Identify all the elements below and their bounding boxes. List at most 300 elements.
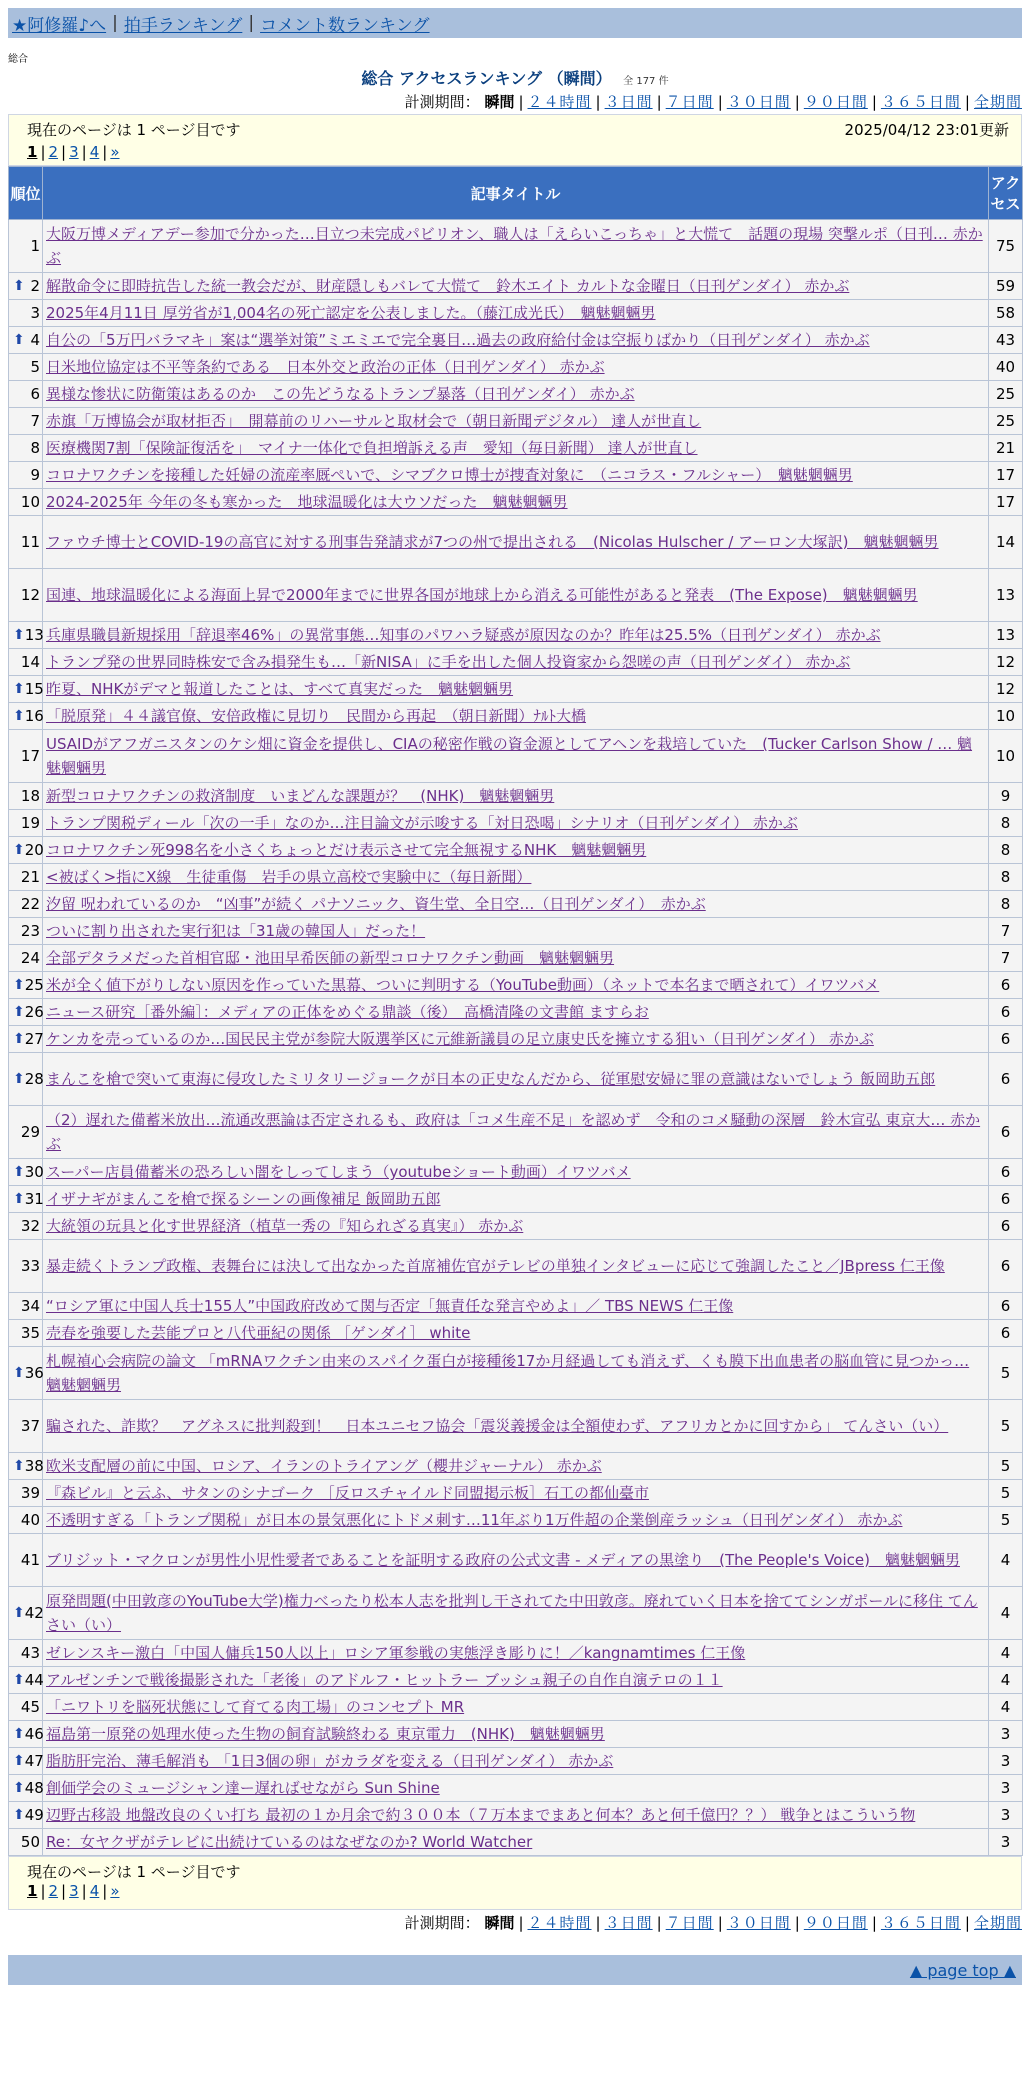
- ranking-table: [8, 166, 1023, 1856]
- table-row: [9, 516, 1023, 569]
- period-link[interactable]: ２４時間: [527, 1914, 592, 1932]
- rank-number: 1: [30, 237, 40, 255]
- table-row: [9, 1453, 1023, 1480]
- title-cell: [43, 300, 989, 327]
- access-count: 10: [989, 730, 1023, 783]
- access-count: 13: [989, 569, 1023, 622]
- table-row: [9, 676, 1023, 703]
- rank-cell: [9, 972, 43, 999]
- access-count: 6: [989, 1159, 1023, 1186]
- article-link[interactable]: 自公の「5万円バラマキ」案は“選挙対策”ミエミエで完全裏目…過去の政府給付金は空振りばかり（日刊ゲンダイ） 赤かぶ: [46, 331, 870, 349]
- rank-cell: [9, 516, 43, 569]
- period-link[interactable]: ３０日間: [726, 1914, 791, 1932]
- table-row: [9, 1507, 1023, 1534]
- table-row: [9, 972, 1023, 999]
- rank-number: 7: [30, 412, 40, 430]
- article-link[interactable]: 脂肪肝完治、薄毛解消も 「1日3個の卵」がカラダを変える（日刊ゲンダイ） 赤かぶ: [46, 1752, 614, 1770]
- period-current: 瞬間: [484, 1914, 515, 1932]
- access-count: 43: [989, 327, 1023, 354]
- title-cell: [43, 489, 989, 516]
- period-label: 計測期間：: [404, 1914, 485, 1932]
- article-link[interactable]: 「ニワトリを脳死状態にして育てる肉工場」のコンセプト MR: [46, 1698, 465, 1716]
- article-link[interactable]: スーパー店員備蓄米の恐ろしい闇をしってしまう（youtubeショート動画）イワツバメ: [46, 1163, 631, 1181]
- page-separator: |: [102, 143, 108, 161]
- table-row: [9, 864, 1023, 891]
- rank-cell: [9, 1534, 43, 1587]
- rank-cell: [9, 435, 43, 462]
- article-link[interactable]: 汐留 呪われているのか “凶事”が続く パナソニック、資生堂、全日空…（日刊ゲンダイ） 赤かぶ: [46, 895, 706, 913]
- rank-number: 19: [20, 814, 40, 832]
- title-cell: [43, 516, 989, 569]
- rank-cell: [9, 1240, 43, 1293]
- rank-up-arrow-icon: ⬆: [13, 708, 25, 724]
- period-link[interactable]: ７日間: [665, 93, 714, 111]
- period-link[interactable]: ７日間: [665, 1914, 714, 1932]
- title-cell: [43, 273, 989, 300]
- title-cell: [43, 1293, 989, 1320]
- page-separator: |: [40, 143, 46, 161]
- comment-ranking-link[interactable]: コメント数ランキング: [260, 15, 430, 36]
- access-count: 6: [989, 1053, 1023, 1106]
- access-count: 12: [989, 649, 1023, 676]
- rank-number: 30: [24, 1163, 44, 1181]
- access-count: 4: [989, 1640, 1023, 1667]
- title-cell: [43, 569, 989, 622]
- period-separator: |: [595, 93, 601, 111]
- period-separator: |: [717, 93, 723, 111]
- period-separator: |: [595, 1914, 601, 1932]
- rank-up-arrow-icon: ⬆: [13, 842, 25, 858]
- updated-time: 2025/04/12 23:01更新: [844, 121, 1009, 139]
- rank-number: 13: [24, 626, 44, 644]
- pagination-top: [27, 143, 1009, 161]
- rank-up-arrow-icon: ⬆: [13, 627, 25, 643]
- table-row: [9, 408, 1023, 435]
- period-link[interactable]: ３６５日間: [880, 1914, 961, 1932]
- rank-cell: [9, 1293, 43, 1320]
- period-separator: |: [871, 1914, 877, 1932]
- title-cell: [43, 649, 989, 676]
- rank-cell: [9, 1347, 43, 1400]
- period-link[interactable]: ３６５日間: [880, 93, 961, 111]
- rank-cell: [9, 273, 43, 300]
- article-link[interactable]: 2024-2025年 今年の冬も寒かった 地球温暖化は大ウソだった 魑魅魍魎男: [46, 493, 568, 511]
- title-cell: [43, 1829, 989, 1856]
- title-cell: [43, 730, 989, 783]
- title-cell: [43, 1507, 989, 1534]
- article-link[interactable]: ブリジット・マクロンが男性小児性愛者であることを証明する政府の公式文書 - メディアの黒塗り (The People's Voice) 魑魅魍魎男: [46, 1551, 960, 1569]
- title-cell: [43, 1159, 989, 1186]
- table-row: [9, 891, 1023, 918]
- article-link[interactable]: 2025年4月11日 厚労省が1,004名の死亡認定を公表しました。（藤江成光氏） 魑魅魍魎男: [46, 304, 656, 322]
- page-separator: |: [40, 1882, 46, 1900]
- article-link[interactable]: 「脱原発」４４議官僚、安倍政権に見切り 民間から再起 （朝日新聞）ﾅﾙﾄ大橋: [46, 707, 587, 725]
- title-cell: [43, 999, 989, 1026]
- rank-up-arrow-icon: ⬆: [13, 1164, 25, 1180]
- title-cell: [43, 891, 989, 918]
- article-link[interactable]: <被ばく>指にX線 生徒重傷 岩手の県立高校で実験中に（毎日新聞）: [46, 868, 532, 886]
- article-link[interactable]: 創価学会のミュージシャン達ー遅ればせながら Sun Shine: [46, 1779, 440, 1797]
- article-link[interactable]: 原発問題(中田敦彦のYouTube大学)権力べったり松本人志を批判し干されてた中田敦彦。廃れていく日本を捨ててシンガポールに移住 てんさい（い）: [46, 1592, 978, 1634]
- title-cell: [43, 1802, 989, 1829]
- rank-cell: [9, 1802, 43, 1829]
- title-cell: [43, 972, 989, 999]
- rank-cell: [9, 1829, 43, 1856]
- period-separator: |: [794, 93, 800, 111]
- article-link[interactable]: 異様な惨状に防衛策はあるのか この先どうなるトランプ暴落（日刊ゲンダイ） 赤かぶ: [46, 385, 635, 403]
- period-link[interactable]: ３０日間: [726, 93, 791, 111]
- rank-number: 40: [20, 1511, 40, 1529]
- rank-cell: [9, 1453, 43, 1480]
- article-link[interactable]: ファウチ博士とCOVID-19の高官に対する刑事告発請求が7つの州で提出される (Nicolas Hulscher / アーロン大塚訳) 魑魅魍魎男: [46, 533, 939, 551]
- rank-up-arrow-icon: ⬆: [13, 1004, 25, 1020]
- period-link[interactable]: ３日間: [604, 1914, 653, 1932]
- title-cell: [43, 220, 989, 273]
- table-row: [9, 1106, 1023, 1159]
- article-link[interactable]: 兵庫県職員新規採用「辞退率46%」の異常事態…知事のパワハラ疑惑が原因なのか？昨年は25.5%（日刊ゲンダイ） 赤かぶ: [46, 626, 881, 644]
- rank-cell: [9, 300, 43, 327]
- rank-number: 34: [20, 1297, 40, 1315]
- article-link[interactable]: ついに割り出された実行犯は「31歳の韓国人」だった！: [46, 922, 426, 940]
- rank-cell: [9, 730, 43, 783]
- pagination-bottom: [27, 1882, 1009, 1900]
- rank-up-arrow-icon: ⬆: [13, 1672, 25, 1688]
- title-cell: [43, 408, 989, 435]
- table-row: [9, 1694, 1023, 1721]
- table-row: [9, 837, 1023, 864]
- access-count: 13: [989, 622, 1023, 649]
- article-link[interactable]: 医療機関7割「保険証復活を」 マイナ一体化で負担増訴える声 愛知（毎日新聞） 達人が世直し: [46, 439, 698, 457]
- access-count: 40: [989, 354, 1023, 381]
- access-count: 8: [989, 810, 1023, 837]
- article-link[interactable]: まんこを槍で突いて東海に侵攻したミリタリージョークが日本の正史なんだから、従軍慰安婦に罪の意識はないでしょう 飯岡助五郎: [46, 1070, 936, 1088]
- rank-number: 43: [20, 1644, 40, 1662]
- rank-number: 31: [24, 1190, 44, 1208]
- article-link[interactable]: 米が全く値下がりしない原因を作っていた黒幕、ついに判明する（YouTube動画）（ネットで本名まで晒されて）イワツバメ: [46, 976, 880, 994]
- access-count: 6: [989, 999, 1023, 1026]
- article-link[interactable]: アルゼンチンで戦後撮影された「老後」のアドルフ・ヒットラー ブッシュ親子の自作自演テロの１１: [46, 1671, 723, 1689]
- rank-cell: [9, 1053, 43, 1106]
- article-link[interactable]: 赤旗「万博協会が取材拒否」 開幕前のリハーサルと取材会で（朝日新聞デジタル） 達人が世直し: [46, 412, 702, 430]
- rank-cell: [9, 1213, 43, 1240]
- rank-cell: [9, 945, 43, 972]
- page-link[interactable]: 3: [69, 1882, 79, 1900]
- rank-cell: [9, 676, 43, 703]
- rank-up-arrow-icon: ⬆: [13, 1753, 25, 1769]
- period-current: 瞬間: [484, 93, 515, 111]
- access-count: 58: [989, 300, 1023, 327]
- article-link[interactable]: 解散命令に即時抗告した統一教会だが、財産隠しもバレて大慌て 鈴木エイト カルトな金曜日（日刊ゲンダイ） 赤かぶ: [46, 277, 850, 295]
- article-link[interactable]: イザナギがまんこを槍で探るシーンの画像補足 飯岡助五郎: [46, 1190, 441, 1208]
- period-separator: |: [717, 1914, 723, 1932]
- rank-number: 46: [24, 1725, 44, 1743]
- title-cell: [43, 810, 989, 837]
- title-cell: [43, 1240, 989, 1293]
- access-count: 6: [989, 1293, 1023, 1320]
- rank-number: 11: [20, 533, 40, 551]
- rank-cell: [9, 1106, 43, 1159]
- article-link[interactable]: ニュース研究［番外編］：メディアの正体をめぐる鼎談（後） 高橋清隆の文書館 ますらお: [46, 1003, 649, 1021]
- table-row: [9, 489, 1023, 516]
- table-row: [9, 945, 1023, 972]
- rank-up-arrow-icon: ⬆: [13, 1458, 25, 1474]
- rank-cell: [9, 489, 43, 516]
- nav-separator: |: [112, 13, 118, 33]
- clap-ranking-link[interactable]: 拍手ランキング: [123, 15, 243, 36]
- access-count: 4: [989, 1667, 1023, 1694]
- rank-number: 24: [20, 949, 40, 967]
- article-link[interactable]: コロナワクチンを接種した妊婦の流産率厩ぺいで、シマブクロ博士が捜査対象に （ニコラス・フルシャー） 魑魅魍魎男: [46, 466, 853, 484]
- article-link[interactable]: 札幌禎心会病院の論文 「mRNAワクチン由来のスパイク蛋白が接種後17か月経過しても消えず、くも膜下出血患者の脳血管に見つかっ… 魑魅魍魎男: [46, 1352, 970, 1394]
- col-rank-header: 順位: [9, 167, 43, 220]
- home-link[interactable]: ★阿修羅♪へ: [12, 15, 107, 36]
- rank-number: 38: [24, 1457, 44, 1475]
- rank-up-arrow-icon: ⬆: [13, 1726, 25, 1742]
- rank-number: 42: [24, 1604, 44, 1622]
- article-link[interactable]: トランプ関税ディール「次の一手」なのか…注目論文が示唆する「対日恐喝」シナリオ（日刊ゲンダイ） 赤かぶ: [46, 814, 798, 832]
- page-title: [0, 66, 1030, 89]
- rank-up-arrow-icon: ⬆: [13, 1605, 25, 1621]
- table-row: [9, 703, 1023, 730]
- access-count: 5: [989, 1347, 1023, 1400]
- rank-up-arrow-icon: ⬆: [13, 1031, 25, 1047]
- period-link[interactable]: 全期間: [973, 1914, 1022, 1932]
- access-count: 9: [989, 783, 1023, 810]
- rank-number: 25: [24, 976, 44, 994]
- page-link[interactable]: 3: [69, 143, 79, 161]
- period-link[interactable]: ３日間: [604, 93, 653, 111]
- article-link[interactable]: 新型コロナワクチンの救済制度 いまどんな課題が？ (NHK) 魑魅魍魎男: [46, 787, 555, 805]
- article-link[interactable]: 福島第一原発の処理水使った生物の飼育試験終わる 東京電力 (NHK) 魑魅魍魎男: [46, 1725, 605, 1743]
- access-count: 17: [989, 462, 1023, 489]
- title-cell: [43, 622, 989, 649]
- title-cell: [43, 1640, 989, 1667]
- title-cell: [43, 1320, 989, 1347]
- table-row: [9, 1293, 1023, 1320]
- title-cell: [43, 1186, 989, 1213]
- rank-cell: [9, 1507, 43, 1534]
- article-link[interactable]: Re：女ヤクザがテレビに出続けているのはなぜなのか? World Watcher: [46, 1833, 533, 1851]
- access-count: 7: [989, 918, 1023, 945]
- table-row: [9, 918, 1023, 945]
- access-count: 7: [989, 945, 1023, 972]
- article-link[interactable]: “ロシア軍に中国人兵士155人”中国政府改めて関与否定「無責任な発言やめよ」／ TBS NEWS 仁王像: [46, 1297, 734, 1315]
- article-link[interactable]: 大阪万博メディアデー参加で分かった…目立つ未完成パビリオン、職人は「えらいこっちゃ」と大慌て 話題の現場 突撃ルポ（日刊… 赤かぶ: [46, 225, 983, 267]
- rank-number: 26: [24, 1003, 44, 1021]
- table-row: [9, 783, 1023, 810]
- title-cell: [43, 1053, 989, 1106]
- title-cell: [43, 1748, 989, 1775]
- rank-number: 10: [20, 493, 40, 511]
- rank-cell: [9, 891, 43, 918]
- rank-cell: [9, 1587, 43, 1640]
- page-separator: |: [61, 1882, 67, 1900]
- period-separator: |: [964, 1914, 970, 1932]
- title-cell: [43, 837, 989, 864]
- article-link[interactable]: ゼレンスキー激白「中国人傭兵150人以上」ロシア軍参戦の実態浮き彫りに！／kangnamtimes 仁王像: [46, 1644, 746, 1662]
- rank-up-arrow-icon: ⬆: [13, 1365, 25, 1381]
- period-separator: |: [518, 93, 524, 111]
- category-label: 総合: [8, 54, 28, 65]
- article-link[interactable]: 国連、地球温暖化による海面上昇で2000年までに世界各国が地球上から消える可能性があると発表 (The Expose) 魑魅魍魎男: [46, 586, 918, 604]
- table-row: [9, 1534, 1023, 1587]
- page-top-link[interactable]: ▲ page top ▲: [909, 1960, 1016, 1980]
- period-selector-top: [8, 91, 1022, 112]
- nav-separator: |: [248, 13, 255, 33]
- current-page-text-bottom: 現在のページは 1 ページ目です: [27, 1863, 241, 1881]
- rank-number: 28: [24, 1070, 44, 1088]
- rank-cell: [9, 783, 43, 810]
- access-count: 10: [989, 703, 1023, 730]
- rank-cell: [9, 1026, 43, 1053]
- title-cell: [43, 1721, 989, 1748]
- article-link[interactable]: 全部デタラメだった首相官邸・池田早希医師の新型コロナワクチン動画 魑魅魍魎男: [46, 949, 615, 967]
- title-cell: [43, 1775, 989, 1802]
- table-row: [9, 462, 1023, 489]
- table-row: [9, 1026, 1023, 1053]
- rank-cell: [9, 569, 43, 622]
- page-link[interactable]: 4: [89, 143, 100, 161]
- article-link[interactable]: 昨夏、NHKがデマと報道したことは、すべて真実だった 魑魅魍魎男: [46, 680, 514, 698]
- next-page-link[interactable]: »: [110, 143, 120, 161]
- article-link[interactable]: 『森ビル』と云ふ、サタンのシナゴーク ［反ロスチャイルド同盟掲示板］石工の都仙臺市: [46, 1484, 649, 1502]
- rank-number: 5: [30, 358, 40, 376]
- rank-cell: [9, 1775, 43, 1802]
- rank-up-arrow-icon: ⬆: [13, 332, 25, 348]
- article-link[interactable]: 不透明すぎる「トランプ関税」が日本の景気悪化にトドメ刺す…11年ぶり1万件超の企業倒産ラッシュ（日刊ゲンダイ） 赤かぶ: [46, 1511, 903, 1529]
- rank-number: 20: [24, 841, 44, 859]
- access-count: 8: [989, 891, 1023, 918]
- article-link[interactable]: 騙された、詐欺？ アグネスに批判殺到！ 日本ユニセフ協会「震災義援金は全額使わず、アフリカとかに回すから」 てんさい（い）: [46, 1417, 949, 1435]
- rank-up-arrow-icon: ⬆: [13, 1780, 25, 1796]
- rank-up-arrow-icon: ⬆: [13, 1071, 25, 1087]
- access-count: 5: [989, 1480, 1023, 1507]
- page-link[interactable]: 2: [48, 1882, 59, 1900]
- rank-cell: [9, 408, 43, 435]
- rank-cell: [9, 1721, 43, 1748]
- table-row: [9, 381, 1023, 408]
- period-separator: |: [518, 1914, 524, 1932]
- access-count: 3: [989, 1721, 1023, 1748]
- bottom-bar: [8, 1955, 1022, 1985]
- rank-number: 33: [20, 1257, 40, 1275]
- period-separator: |: [964, 93, 970, 111]
- rank-number: 44: [24, 1671, 44, 1689]
- period-link[interactable]: ２４時間: [527, 93, 592, 111]
- article-link[interactable]: 売春を強要した芸能プロと八代亜紀の関係 ［ゲンダイ］ white: [46, 1324, 471, 1342]
- period-link[interactable]: ９０日間: [803, 1914, 868, 1932]
- access-count: 75: [989, 220, 1023, 273]
- article-link[interactable]: 日米地位協定は不平等条約である 日本外交と政治の正体（日刊ゲンダイ） 赤かぶ: [46, 358, 605, 376]
- title-cell: [43, 1534, 989, 1587]
- title-cell: [43, 945, 989, 972]
- rank-cell: [9, 999, 43, 1026]
- table-row: [9, 1667, 1023, 1694]
- access-count: 6: [989, 972, 1023, 999]
- rank-number: 49: [24, 1806, 44, 1824]
- article-link[interactable]: 欧米支配層の前に中国、ロシア、イランのトライアング（櫻井ジャーナル） 赤かぶ: [46, 1457, 602, 1475]
- col-access-header: アクセス: [989, 167, 1023, 220]
- current-page-text: 現在のページは 1 ページ目です: [27, 121, 241, 139]
- rank-cell: [9, 649, 43, 676]
- access-count: 8: [989, 837, 1023, 864]
- next-page-link[interactable]: »: [110, 1882, 120, 1900]
- article-link[interactable]: トランプ発の世界同時株安で含み損発生も…「新NISA」に手を出した個人投資家から怨嗟の声（日刊ゲンダイ） 赤かぶ: [46, 653, 851, 671]
- title-cell: [43, 1480, 989, 1507]
- table-row: [9, 1721, 1023, 1748]
- title-cell: [43, 1453, 989, 1480]
- col-title-header: 記事タイトル: [43, 167, 989, 220]
- title-cell: [43, 783, 989, 810]
- table-row: [9, 1640, 1023, 1667]
- access-count: 21: [989, 435, 1023, 462]
- article-link[interactable]: 暴走続くトランプ政権、表舞台には決して出なかった首席補佐官がテレビの単独インタビューに応じて強調したこと／JBpress 仁王像: [46, 1257, 945, 1275]
- rank-number: 9: [30, 466, 40, 484]
- article-link[interactable]: ケンカを売っているのか…国民民主党が参院大阪選挙区に元維新議員の足立康史氏を擁立する狙い（日刊ゲンダイ） 赤かぶ: [46, 1030, 874, 1048]
- access-count: 6: [989, 1240, 1023, 1293]
- page-link[interactable]: 2: [48, 143, 59, 161]
- article-link[interactable]: 辺野古移設 地盤改良のくい打ち 最初の１か月余で約３００本（７万本までまあと何本？あと何千億円？？） 戦争とはこういう物: [46, 1806, 916, 1824]
- rank-cell: [9, 1159, 43, 1186]
- rank-number: 2: [30, 277, 40, 295]
- rank-number: 39: [20, 1484, 40, 1502]
- access-count: 4: [989, 1694, 1023, 1721]
- title-cell: [43, 1213, 989, 1240]
- rank-number: 47: [24, 1752, 44, 1770]
- title-cell: [43, 1106, 989, 1159]
- access-count: 6: [989, 1213, 1023, 1240]
- rank-cell: [9, 220, 43, 273]
- rank-cell: [9, 1480, 43, 1507]
- rank-cell: [9, 462, 43, 489]
- page-separator: |: [81, 1882, 87, 1900]
- rank-number: 45: [20, 1698, 40, 1716]
- article-link[interactable]: （2）遅れた備蓄米放出…流通改悪論は否定されるも、政府は「コメ生産不足」を認めず 令和のコメ騒動の深層 鈴木宣弘 東京大… 赤かぶ: [46, 1111, 981, 1153]
- rank-number: 27: [24, 1030, 44, 1048]
- rank-cell: [9, 381, 43, 408]
- title-cell: [43, 1026, 989, 1053]
- period-link[interactable]: 全期間: [973, 93, 1022, 111]
- access-count: 3: [989, 1802, 1023, 1829]
- rank-number: 6: [30, 385, 40, 403]
- rank-cell: [9, 327, 43, 354]
- title-cell: [43, 1400, 989, 1453]
- table-row: [9, 220, 1023, 273]
- rank-number: 18: [20, 787, 40, 805]
- page-link[interactable]: 4: [89, 1882, 100, 1900]
- table-row: [9, 1347, 1023, 1400]
- page-info-top: [8, 114, 1022, 166]
- rank-number: 22: [20, 895, 40, 913]
- period-separator: |: [656, 1914, 662, 1932]
- title-cell: [43, 462, 989, 489]
- table-row: [9, 1320, 1023, 1347]
- article-link[interactable]: 大統領の玩具と化す世界経済（植草一秀の『知られざる真実』） 赤かぶ: [46, 1217, 524, 1235]
- article-link[interactable]: USAIDがアフガニスタンのケシ畑に資金を提供し、CIAの秘密作戦の資金源としてアヘンを栽培していた (Tucker Carlson Show / … 魑魅魍魎男: [46, 735, 973, 777]
- rank-number: 35: [20, 1324, 40, 1342]
- title-cell: [43, 381, 989, 408]
- access-count: 3: [989, 1829, 1023, 1856]
- page-current: 1: [27, 1882, 38, 1900]
- rank-up-arrow-icon: ⬆: [13, 681, 25, 697]
- table-row: [9, 1802, 1023, 1829]
- access-count: 3: [989, 1748, 1023, 1775]
- table-row: [9, 435, 1023, 462]
- rank-up-arrow-icon: ⬆: [13, 1807, 25, 1823]
- period-link[interactable]: ９０日間: [803, 93, 868, 111]
- access-count: 6: [989, 1026, 1023, 1053]
- article-link[interactable]: コロナワクチン死998名を小さくちょっとだけ表示させて完全無視するNHK 魑魅魍魎男: [46, 841, 647, 859]
